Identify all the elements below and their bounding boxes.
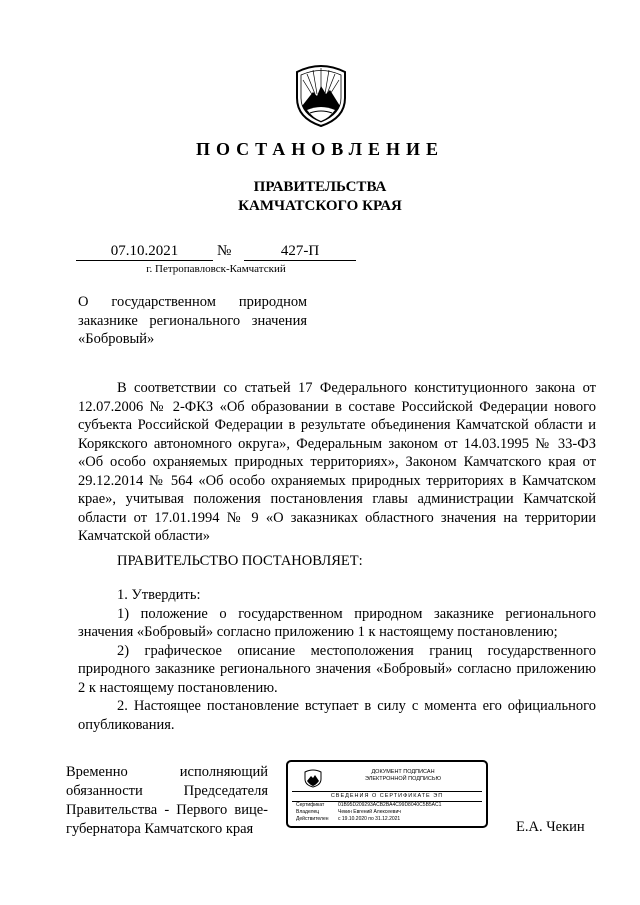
stamp-row — [296, 816, 441, 823]
stamp-row-key: Владелец — [296, 809, 320, 815]
document-number: 427-П — [244, 243, 356, 261]
item-1-sub-1: 1) положение о государственном природном заказнике регионального значения «Бобровый» согласно приложению 1 к настоящему постановлению; — [78, 605, 596, 640]
stamp-row-value: с 19.10.2020 по 31.12.2021 — [338, 816, 401, 822]
stamp-rows — [296, 802, 441, 823]
signer-position: Временно исполняющий обязанности Председателя Правительства - Первого вице-губернатора Камчатского края — [66, 764, 268, 837]
document-subject: О государственном природном заказнике регионального значения «Бобровый» — [78, 294, 307, 347]
resolution-items — [78, 586, 596, 734]
stamp-row-key: Сертификат — [296, 802, 325, 808]
stamp-title-line-2: ЭЛЕКТРОННОЙ ПОДПИСЬЮ — [364, 776, 442, 782]
stamp-row-key: Действителен — [296, 816, 329, 822]
item-1-sub-2: 2) графическое описание местоположения границ государственного природного заказнике регионального значения «Бобровый» согласно приложению 2 к настоящему постановлению. — [78, 642, 596, 696]
stamp-row — [296, 809, 441, 816]
org-line-2: КАМЧАТСКОГО КРАЯ — [238, 198, 402, 214]
digital-signature-stamp — [286, 760, 488, 828]
stamp-title — [328, 769, 478, 783]
issuing-organization — [0, 178, 640, 216]
document-date: 07.10.2021 — [76, 243, 213, 261]
stamp-row — [296, 802, 441, 809]
stamp-band: СВЕДЕНИЯ О СЕРТИФИКАТЕ ЭП — [292, 791, 482, 802]
issue-city: г. Петропавловск-Камчатский — [146, 263, 286, 275]
signer-name: Е.А. Чекин — [516, 819, 585, 835]
stamp-title-line-1: ДОКУМЕНТ ПОДПИСАН — [371, 769, 435, 775]
stamp-emblem-icon — [304, 768, 322, 788]
item-2: 2. Настоящее постановление вступает в силу с момента его официального опубликования. — [78, 698, 596, 733]
item-1-heading: 1. Утвердить: — [117, 587, 201, 603]
stamp-row-value: 01B95D209293ACB2BA4C99D8040C5B5AC1 — [338, 802, 442, 808]
stamp-row-value: Чекин Евгений Алексеевич — [338, 809, 401, 815]
number-sign: № — [217, 243, 232, 259]
preamble-paragraph: В соответствии со статьей 17 Федерального конституционного закона от 12.07.2006 № 2-ФКЗ «Об образовании в составе Российской Федерации нового субъекта Российской Федерации в результате объединения Камчатской области и Корякского автономного округа», Федеральным законом от 14.03.1995 № 33-ФЗ «Об особо охраняемых природных территориях», Законом Камчатского края от 29.12.2014 № 564 «Об особо охраняемых природных территориях в Камчатском крае», учитывая положения постановления главы администрации Камчатской области от 17.01.1994 № 9 «О заказниках областного значения на территории Камчатской области» — [78, 380, 596, 544]
document-type-title: ПОСТАНОВЛЕНИЕ — [195, 139, 445, 159]
org-line-1: ПРАВИТЕЛЬСТВА — [253, 179, 387, 195]
kamchatka-coat-of-arms-icon — [293, 58, 349, 128]
resolution-heading: ПРАВИТЕЛЬСТВО ПОСТАНОВЛЯЕТ: — [117, 553, 363, 569]
